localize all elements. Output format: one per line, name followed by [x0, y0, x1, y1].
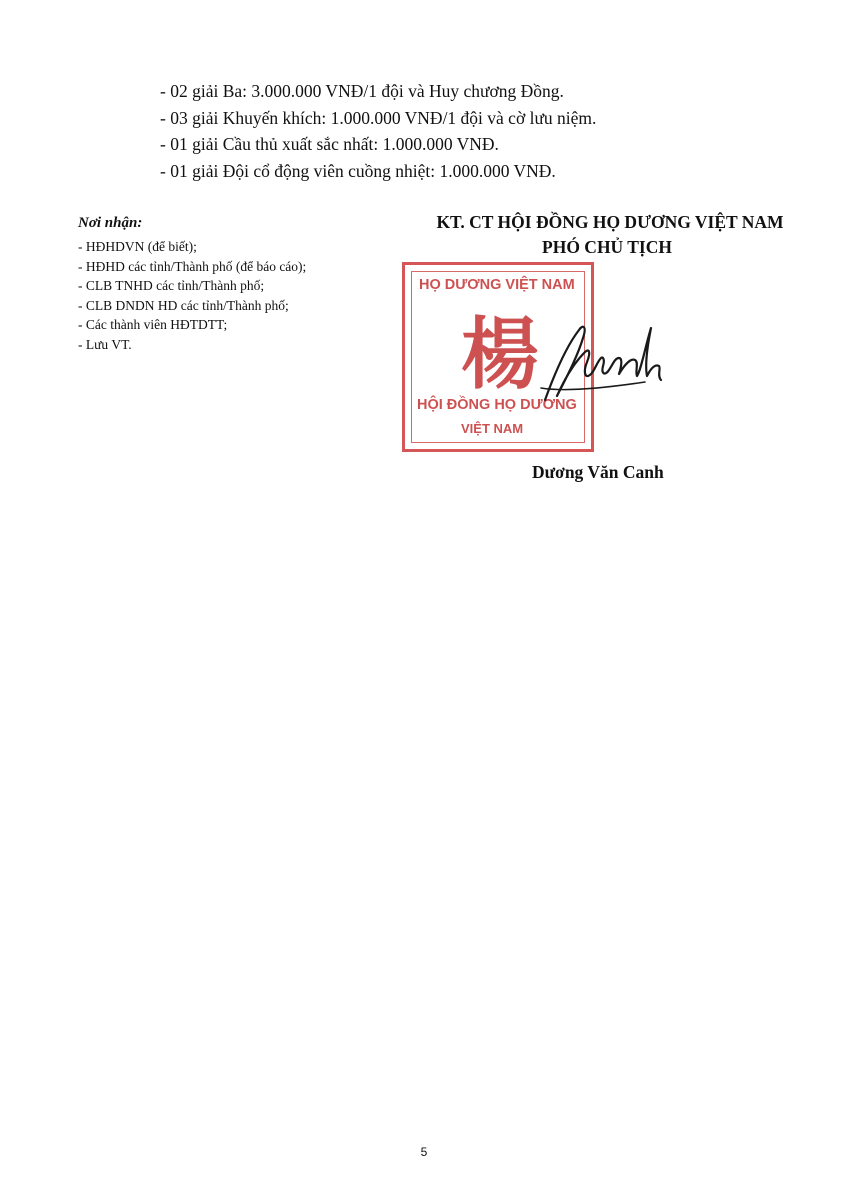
recipient-item: - CLB TNHD các tỉnh/Thành phố;: [78, 278, 265, 293]
recipient-item: - CLB DNDN HD các tỉnh/Thành phố;: [78, 297, 289, 313]
prize-list: [160, 78, 800, 184]
stamp-bottom-text: HỘI ĐỒNG HỌ DƯƠNG: [417, 397, 577, 413]
prize-item: - 01 giải Cầu thủ xuất sắc nhất: 1.000.000 VNĐ.: [160, 134, 499, 154]
position-title: PHÓ CHỦ TỊCH: [542, 237, 672, 257]
recipient-item: - Lưu VT.: [78, 336, 132, 352]
signer-name: Dương Văn Canh: [532, 462, 664, 482]
prize-item: - 03 giải Khuyến khích: 1.000.000 VNĐ/1 đội và cờ lưu niệm.: [160, 107, 597, 128]
recipients-block: [78, 212, 408, 354]
org-title: KT. CT HỘI ĐỒNG HỌ DƯƠNG VIỆT NAM: [436, 212, 784, 232]
recipient-item: - Các thành viên HĐTDTT;: [78, 317, 228, 332]
stamp-top-text: HỌ DƯƠNG VIỆT NAM: [419, 277, 575, 293]
stamp-character: 楊: [460, 310, 540, 393]
signature-block: [400, 210, 810, 260]
stamp-bottom-text-2: VIỆT NAM: [461, 421, 524, 436]
handwritten-signature-icon: [535, 318, 665, 408]
stamp-seal-character-icon: [455, 307, 545, 393]
recipient-item: - HĐHD các tỉnh/Thành phố (để báo cáo);: [78, 258, 307, 274]
recipients-title: Nơi nhận:: [78, 215, 143, 231]
prize-item: - 01 giải Đội cổ động viên cuồng nhiệt: 1.000.000 VNĐ.: [160, 160, 556, 181]
page-number: 5: [420, 1145, 428, 1159]
prize-item: - 02 giải Ba: 3.000.000 VNĐ/1 đội và Huy chương Đồng.: [160, 81, 564, 101]
recipient-item: - HĐHDVN (để biết);: [78, 239, 197, 254]
